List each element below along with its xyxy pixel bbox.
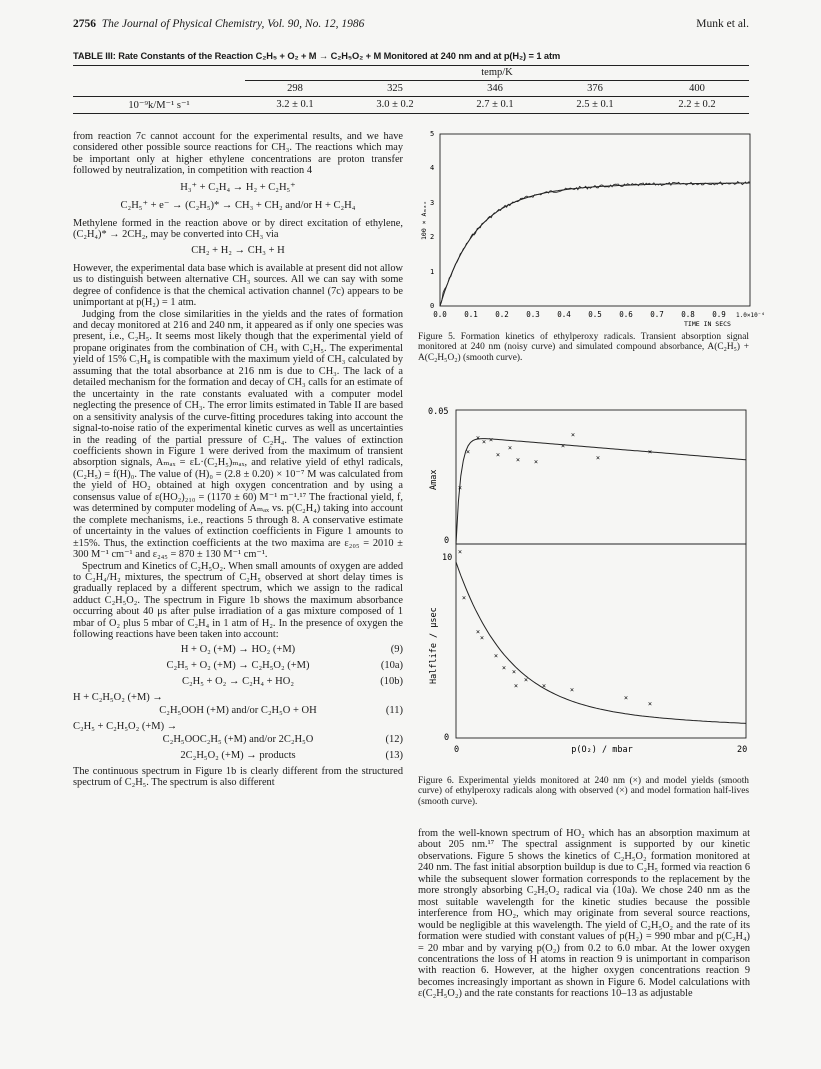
data-point-marker: × <box>595 454 601 462</box>
data-point-marker: × <box>488 436 494 444</box>
data-point-marker: × <box>541 682 547 690</box>
x-tick-label: 0.5 <box>588 310 602 319</box>
top-y-axis-label: Amax <box>429 469 439 490</box>
top-y-tick-label: 0.05 <box>428 407 449 417</box>
x-tick-label: 0.3 <box>526 310 540 319</box>
equation-11-line2: C₂H₅OOH (+M) and/or C₂H₅O + OH (11) <box>159 704 403 716</box>
equation-9: H + O₂ (+M) → HO₂ (+M) (9) <box>180 643 403 655</box>
paragraph: The continuous spectrum in Figure 1b is clearly different from the structured spectrum of C₂H₅. The spectrum is also different <box>73 765 403 789</box>
top-y-tick-label: 0 <box>444 536 450 546</box>
data-point-marker: × <box>461 594 467 602</box>
running-header <box>73 18 749 34</box>
data-point-marker: × <box>515 456 521 464</box>
x-tick-label: 0.1 <box>464 310 478 319</box>
model-halflife-curve <box>456 562 746 723</box>
data-point-marker: × <box>647 700 653 708</box>
data-point-marker: × <box>569 686 575 694</box>
table-temp-4: 376 <box>587 83 603 94</box>
right-column <box>418 828 750 1000</box>
data-point-marker: × <box>511 668 517 676</box>
table-group-rule <box>245 80 749 81</box>
table-row-label: 10⁻⁹k/M⁻¹ s⁻¹ <box>128 100 190 111</box>
bottom-y-tick-label: 10 <box>442 553 453 563</box>
table-temp-5: 400 <box>689 83 705 94</box>
top-panel-frame <box>456 410 746 544</box>
noisy-absorption-curve <box>440 182 750 306</box>
data-point-marker: × <box>475 628 481 636</box>
rate-constant-table <box>73 65 749 115</box>
x-axis-label: p(O₂) / mbar <box>571 745 633 755</box>
paragraph: Judging from the close similarities in the yields and the rates of formation and decay monitored at 216 and 240 nm, it appeared as if only one species was present, i.e., C₂H₅. It seems most likely though that the experimental yield of propane originates from the combination of CH₃ with C₂H₅. The experimental yield of 15% C₃H₈ is compatible with the maximum yield of CH₃ calculated by assuming that the total absorbance at 216 nm is due to CH₃. The lack of a detailed mechanism for the formation and decay of CH₃ calls for an estimate of the uncertainty in the rate constants evaluated with a computer model neglecting the presence of CH₃. The error limits estimated in Table II are based on a sensitivity analysis of the curve-fitting procedures taking into account the signal-to-noise ratio of the experimental kinetic curves as well as uncertainties in the reading of the partial pressure of C₂H₄. The values of extinction coefficients shown in Figure 1 were derived from the maximum of transient absorption signals, Aₘₐₓ = εL·(C₂H₅)ₘₐₓ, and relative yield of ethyl radicals, (C₂H₅) = f(H)₀. The value of (H)₀ = (2.8 ± 0.20) × 10⁻⁷ M was calculated from the yield of HO₂ obtained at high oxygen concentration and by using a consensus value of ε(HO₂)₂₁₀ = (1170 ± 60) M⁻¹ m⁻¹.¹⁷ The fractional yield, f, was determined by computer modeling of Aₘₐₓ vs. p(C₂H₄) taking into account the complete mechanisms, i.e., reactions 5 through 8. A conservative estimate of uncertainty in the values of extinction coefficients in Figure 1 amounts to ±15%. Thus, the extinction coefficients at the two maxima are ε₂₀₅ = 2010 ± 300 M⁻¹ cm⁻¹ and ε₂₄₅ = 870 ± 130 M⁻¹ cm⁻¹. <box>73 308 403 561</box>
table-group-header: temp/K <box>481 67 513 78</box>
data-point-marker: × <box>481 438 487 446</box>
figure-5-plot <box>418 128 765 328</box>
observed-yield-points <box>458 431 652 492</box>
simulated-absorbance-curve <box>440 183 750 306</box>
table-temp-2: 325 <box>387 83 403 94</box>
equation-12-line2: C₂H₅OOC₂H₅ (+M) and/or 2C₂H₅O (12) <box>162 733 403 745</box>
data-point-marker: × <box>647 448 653 456</box>
y-tick-label: 4 <box>430 164 435 172</box>
y-tick-label: 0 <box>430 302 435 310</box>
bottom-y-tick-label: 0 <box>444 733 450 743</box>
data-point-marker: × <box>570 431 576 439</box>
equation-10b: C₂H₅ + O₂ → C₂H₄ + HO₂ (10b) <box>182 675 403 687</box>
equation-12-line1: C₂H₅ + C₂H₅O₂ (+M) → <box>73 720 178 732</box>
equation-11-line1: H + C₂H₅O₂ (+M) → <box>73 691 163 703</box>
table-caption: TABLE III: Rate Constants of the Reaction C₂H₅ + O₂ + M → C₂H₅O₂ + M Monitored at 240 nm and at p(H₂) = 1 atm <box>73 51 561 61</box>
table-value-3: 2.7 ± 0.1 <box>476 99 514 110</box>
data-point-marker: × <box>457 484 463 492</box>
y-tick-label: 5 <box>430 130 435 138</box>
table-value-4: 2.5 ± 0.1 <box>576 99 614 110</box>
y-tick-label: 2 <box>430 233 435 241</box>
equation-13: 2C₂H₅O₂ (+M) → products (13) <box>180 749 403 761</box>
data-point-marker: × <box>501 664 507 672</box>
table-value-5: 2.2 ± 0.2 <box>678 99 716 110</box>
data-point-marker: × <box>560 442 566 450</box>
equation: CH₂ + H₂ → CH₃ + H <box>191 244 285 256</box>
equation-10a: C₂H₅ + O₂ (+M) → C₂H₅O₂ (+M) (10a) <box>166 659 403 671</box>
x-tick-label: 1.0×10⁻⁴ <box>736 312 765 319</box>
data-point-marker: × <box>623 694 629 702</box>
equation: C₂H₅⁺ + e⁻ → (C₂H₅)* → CH₃ + CH₂ and/or H + C₂H₄ <box>120 199 356 211</box>
table-temp-1: 298 <box>287 83 303 94</box>
journal-citation <box>73 18 364 30</box>
data-point-marker: × <box>523 676 529 684</box>
paragraph: Methylene formed in the reaction above or by direct excitation of ethylene, (C₂H₄)* → 2CH₂, may be converted into CH₃ via <box>73 217 403 241</box>
x-tick-label: 0.0 <box>433 310 447 319</box>
data-point-marker: × <box>479 634 485 642</box>
y-ticks <box>430 130 434 310</box>
y-axis-label: 100 × Aₘₐₓ <box>420 200 428 240</box>
paragraph: Spectrum and Kinetics of C₂H₅O₂. When small amounts of oxygen are added to C₂H₄/H₂ mixtures, the spectrum of C₂H₅ observed at short delay times is gradually replaced by a different spectrum, which we assign to the radical adduct C₂H₅O₂. The spectrum in Figure 1b shows the maximum absorbance occurring about 40 μs after pulse irradiation of a gas mixture composed of 1 mbar of O₂ plus 5 mbar of C₂H₄ in 1 atm of H₂. In the presence of oxygen the following reactions have been taken into account: <box>73 560 403 641</box>
y-tick-label: 3 <box>430 199 435 207</box>
figure-6-caption: Figure 6. Experimental yields monitored at 240 nm (×) and model yields (smooth curve) of ethylperoxy radicals along with observed (×) and model formation half-lives (smooth curve). <box>418 776 749 807</box>
table-header-rule <box>73 96 749 97</box>
x-axis-label: TIME IN SECS <box>684 320 731 328</box>
paragraph: from reaction 7c cannot account for the experimental results, and we have considered other possible source reactions for CH₃. The reactions which may be important only at higher ethylene concentrations are proton transfer followed by neutralization, in competition with reaction 4 <box>73 131 403 177</box>
x-tick-label: 0 <box>454 745 460 755</box>
x-tick-labels <box>433 310 765 319</box>
data-point-marker: × <box>457 548 463 556</box>
table-top-rule <box>73 65 749 66</box>
table-value-2: 3.0 ± 0.2 <box>376 99 414 110</box>
figure-6-plot <box>418 402 753 772</box>
data-point-marker: × <box>495 451 501 459</box>
paragraph: However, the experimental data base which is available at present did not allow us to distinguish between alternative CH₃ sources. All we can say with some degree of confidence is that the chemical activation channel (7c) appears to be unimportant at p(H₂) = 1 atm. <box>73 262 403 309</box>
table-bottom-rule <box>73 113 749 114</box>
data-point-marker: × <box>475 434 481 442</box>
paragraph: from the well-known spectrum of HO₂ which has an absorption maximum at about 205 nm.¹⁷ The spectral assignment is supported by our kinetic observations. Figure 5 shows the kinetics of C₂H₅O₂ formation monitored at 240 nm. The fast initial absorption buildup is due to C₂H₅ formed via reaction 6 while the subsequent slower formation corresponds to the replacement by the more strongly absorbing C₂H₅O₂ radical via (10a). We chose 240 nm as the most suitable wavelength for the kinetic studies because the possible interference from HO₂, which may originate from several source reactions, would be negligible at this wavelength. The yield of C₂H₅O₂ and the rate of its formation were studied with constant values of p(H₂) = 990 mbar and p(C₂H₄) = 20 mbar and by varying p(O₂) from 0.2 to 6.0 mbar. At the lower oxygen concentrations the loss of H atoms in reaction 9 is unimportant in comparison with reaction 6. However, at the higher oxygen concentrations reaction 9 becomes increasingly important as shown in Figure 6. Model calculations with ε(C₂H₅O₂) and the rate constants for reactions 10–13 as adjustable <box>418 828 750 1000</box>
data-point-marker: × <box>493 652 499 660</box>
left-column <box>73 131 403 789</box>
x-tick-label: 0.4 <box>557 310 571 319</box>
x-tick-label: 0.6 <box>619 310 633 319</box>
bottom-y-axis-label: Halflife / μsec <box>429 607 439 684</box>
x-tick-label: 0.2 <box>495 310 509 319</box>
data-point-marker: × <box>465 448 471 456</box>
data-point-marker: × <box>513 682 519 690</box>
figure-5-caption: Figure 5. Formation kinetics of ethylperoxy radicals. Transient absorption signal monitored at 240 nm (noisy curve) and simulated compound absorbance, A(C₂H₅) + A(C₂H₅O₂) (smooth curve). <box>418 332 749 363</box>
y-tick-label: 1 <box>430 268 435 276</box>
author-names: Munk et al. <box>696 18 749 30</box>
data-point-marker: × <box>533 458 539 466</box>
page-number: 2756 <box>73 18 96 30</box>
x-tick-label: 20 <box>737 745 748 755</box>
x-tick-label: 0.7 <box>650 310 664 319</box>
journal-name: The Journal of Physical Chemistry, Vol. 90, No. 12, 1986 <box>101 18 365 30</box>
data-point-marker: × <box>507 444 513 452</box>
observed-halflife-points <box>458 548 652 708</box>
x-tick-label: 0.9 <box>712 310 726 319</box>
table-temp-3: 346 <box>487 83 503 94</box>
equation: H₃⁺ + C₂H₄ → H₂ + C₂H₅⁺ <box>180 181 296 193</box>
table-value-1: 3.2 ± 0.1 <box>276 99 314 110</box>
x-tick-label: 0.8 <box>681 310 695 319</box>
